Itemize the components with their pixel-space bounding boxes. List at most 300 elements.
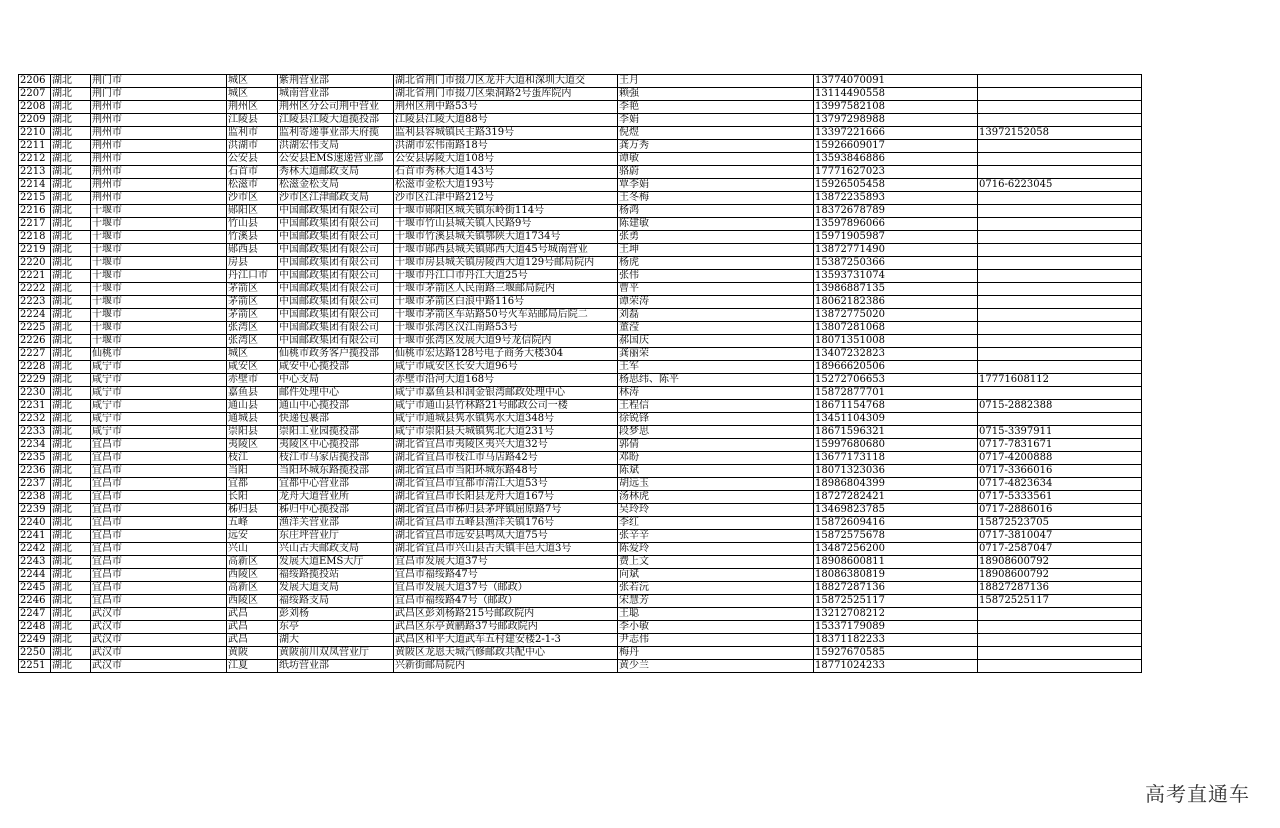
cell-city: 十堰市 <box>91 231 227 244</box>
cell-city: 武汉市 <box>91 621 227 634</box>
cell-city: 宜昌市 <box>91 556 227 569</box>
cell-row-index: 2233 <box>19 426 51 439</box>
table-row <box>19 556 1142 569</box>
cell-city: 武汉市 <box>91 608 227 621</box>
cell-city: 咸宁市 <box>91 387 227 400</box>
cell-address: 湖北省荆门市掇刀区龙井大道和深圳大道交 <box>394 75 618 88</box>
cell-contact-name: 黄少兰 <box>618 660 814 673</box>
table-row <box>19 231 1142 244</box>
cell-alt-phone <box>978 387 1142 400</box>
cell-branch-name: 中国邮政集团有限公司 <box>278 205 394 218</box>
cell-alt-phone: 0715-2882388 <box>978 400 1142 413</box>
table-row <box>19 192 1142 205</box>
cell-address: 湖北省宜昌市长阳县龙舟大道167号 <box>394 491 618 504</box>
cell-address: 武昌区东亭黄鹂路37号邮政院内 <box>394 621 618 634</box>
cell-city: 宜昌市 <box>91 582 227 595</box>
cell-alt-phone <box>978 244 1142 257</box>
table-row <box>19 244 1142 257</box>
cell-phone: 13872775020 <box>814 309 978 322</box>
cell-phone: 18671154768 <box>814 400 978 413</box>
cell-city: 十堰市 <box>91 205 227 218</box>
cell-district: 兴山 <box>227 543 278 556</box>
cell-city: 十堰市 <box>91 218 227 231</box>
cell-contact-name: 李小敏 <box>618 621 814 634</box>
cell-contact-name: 杨思纬、陈平 <box>618 374 814 387</box>
cell-province: 湖北 <box>51 556 91 569</box>
cell-phone: 15387250366 <box>814 257 978 270</box>
cell-district: 武昌 <box>227 621 278 634</box>
table-row <box>19 205 1142 218</box>
cell-branch-name: 东庄坪营业厅 <box>278 530 394 543</box>
cell-contact-name: 段梦思 <box>618 426 814 439</box>
table-row <box>19 257 1142 270</box>
cell-row-index: 2248 <box>19 621 51 634</box>
cell-district: 张湾区 <box>227 322 278 335</box>
cell-branch-name: 湖大 <box>278 634 394 647</box>
cell-phone: 15997680680 <box>814 439 978 452</box>
cell-address: 十堰市郧阳区城关镇东岭街114号 <box>394 205 618 218</box>
cell-district: 荆州区 <box>227 101 278 114</box>
cell-address: 江陵县江陵大道88号 <box>394 114 618 127</box>
cell-address: 沙市区江津中路212号 <box>394 192 618 205</box>
cell-city: 武汉市 <box>91 647 227 660</box>
cell-contact-name: 张若沅 <box>618 582 814 595</box>
cell-district: 茅箭区 <box>227 296 278 309</box>
cell-city: 荆州市 <box>91 114 227 127</box>
cell-row-index: 2207 <box>19 88 51 101</box>
table-row <box>19 166 1142 179</box>
cell-province: 湖北 <box>51 166 91 179</box>
cell-alt-phone: 0717-2886016 <box>978 504 1142 517</box>
table-row <box>19 478 1142 491</box>
cell-branch-name: 中国邮政集团有限公司 <box>278 257 394 270</box>
cell-phone: 13397221666 <box>814 127 978 140</box>
cell-branch-name: 当阳环城东路揽投部 <box>278 465 394 478</box>
cell-branch-name: 宜都中心营业部 <box>278 478 394 491</box>
table-row <box>19 465 1142 478</box>
cell-alt-phone <box>978 361 1142 374</box>
cell-branch-name: 秭归中心揽投部 <box>278 504 394 517</box>
cell-address: 兴新街邮局院内 <box>394 660 618 673</box>
cell-province: 湖北 <box>51 361 91 374</box>
cell-branch-name: 紫荆营业部 <box>278 75 394 88</box>
cell-phone: 17771627023 <box>814 166 978 179</box>
cell-city: 十堰市 <box>91 257 227 270</box>
cell-province: 湖北 <box>51 478 91 491</box>
cell-phone: 18062182386 <box>814 296 978 309</box>
cell-address: 咸宁市崇阳县天城镇隽北大道231号 <box>394 426 618 439</box>
cell-alt-phone <box>978 296 1142 309</box>
cell-phone: 13997582108 <box>814 101 978 114</box>
cell-province: 湖北 <box>51 88 91 101</box>
cell-province: 湖北 <box>51 647 91 660</box>
cell-contact-name: 王程信 <box>618 400 814 413</box>
table-row <box>19 322 1142 335</box>
cell-city: 宜昌市 <box>91 439 227 452</box>
cell-province: 湖北 <box>51 426 91 439</box>
cell-province: 湖北 <box>51 582 91 595</box>
table-row <box>19 114 1142 127</box>
cell-contact-name: 张辛辛 <box>618 530 814 543</box>
table-row <box>19 127 1142 140</box>
cell-row-index: 2206 <box>19 75 51 88</box>
cell-alt-phone <box>978 140 1142 153</box>
cell-phone: 13469823785 <box>814 504 978 517</box>
cell-city: 咸宁市 <box>91 426 227 439</box>
cell-address: 湖北省宜昌市夷陵区夷兴大道32号 <box>394 439 618 452</box>
cell-district: 崇阳县 <box>227 426 278 439</box>
cell-phone: 15872575678 <box>814 530 978 543</box>
cell-city: 宜昌市 <box>91 569 227 582</box>
cell-contact-name: 王军 <box>618 361 814 374</box>
cell-row-index: 2208 <box>19 101 51 114</box>
cell-contact-name: 王冬梅 <box>618 192 814 205</box>
cell-contact-name: 杨鸿 <box>618 205 814 218</box>
cell-row-index: 2237 <box>19 478 51 491</box>
cell-branch-name: 沙市区江津邮政支局 <box>278 192 394 205</box>
cell-alt-phone: 0717-3810047 <box>978 530 1142 543</box>
cell-address: 十堰市张湾区汉江南路53号 <box>394 322 618 335</box>
cell-contact-name: 谭敏 <box>618 153 814 166</box>
cell-province: 湖北 <box>51 257 91 270</box>
cell-row-index: 2217 <box>19 218 51 231</box>
cell-contact-name: 覃李娟 <box>618 179 814 192</box>
cell-phone: 18908600811 <box>814 556 978 569</box>
cell-alt-phone: 0717-3366016 <box>978 465 1142 478</box>
cell-phone: 18372678789 <box>814 205 978 218</box>
cell-row-index: 2235 <box>19 452 51 465</box>
table-row <box>19 335 1142 348</box>
cell-branch-name: 江陵县江陵大道揽投部 <box>278 114 394 127</box>
cell-province: 湖北 <box>51 543 91 556</box>
cell-phone: 18086380819 <box>814 569 978 582</box>
data-table <box>18 74 1142 673</box>
cell-city: 十堰市 <box>91 335 227 348</box>
cell-address: 宜昌市发展大道37号 <box>394 556 618 569</box>
table-row <box>19 530 1142 543</box>
cell-row-index: 2225 <box>19 322 51 335</box>
cell-phone: 15872877701 <box>814 387 978 400</box>
cell-district: 张湾区 <box>227 335 278 348</box>
cell-alt-phone <box>978 647 1142 660</box>
cell-row-index: 2243 <box>19 556 51 569</box>
cell-district: 秭归县 <box>227 504 278 517</box>
cell-province: 湖北 <box>51 374 91 387</box>
cell-contact-name: 张伟 <box>618 270 814 283</box>
cell-district: 武昌 <box>227 634 278 647</box>
cell-phone: 18671596321 <box>814 426 978 439</box>
cell-alt-phone: 17771608112 <box>978 374 1142 387</box>
cell-phone: 13407232823 <box>814 348 978 361</box>
cell-province: 湖北 <box>51 205 91 218</box>
cell-phone: 13487256200 <box>814 543 978 556</box>
cell-district: 茅箭区 <box>227 309 278 322</box>
cell-contact-name: 张勇 <box>618 231 814 244</box>
cell-province: 湖北 <box>51 114 91 127</box>
cell-province: 湖北 <box>51 595 91 608</box>
table-row <box>19 595 1142 608</box>
cell-city: 荆州市 <box>91 166 227 179</box>
cell-city: 宜昌市 <box>91 504 227 517</box>
cell-district: 远安 <box>227 530 278 543</box>
cell-row-index: 2250 <box>19 647 51 660</box>
table-row <box>19 309 1142 322</box>
cell-district: 江陵县 <box>227 114 278 127</box>
cell-city: 荆州市 <box>91 101 227 114</box>
cell-district: 松滋市 <box>227 179 278 192</box>
cell-province: 湖北 <box>51 244 91 257</box>
cell-branch-name: 松滋金松支局 <box>278 179 394 192</box>
cell-address: 宜昌市福绥路47号 <box>394 569 618 582</box>
cell-alt-phone: 15872525117 <box>978 595 1142 608</box>
cell-district: 当阳 <box>227 465 278 478</box>
cell-address: 湖北省宜昌市当阳环城东路48号 <box>394 465 618 478</box>
cell-contact-name: 宋慧芳 <box>618 595 814 608</box>
cell-branch-name: 荆州区分公司荆中营业 <box>278 101 394 114</box>
cell-phone: 13593846886 <box>814 153 978 166</box>
cell-province: 湖北 <box>51 283 91 296</box>
cell-address: 湖北省荆门市掇刀区栗洞路2号蛋库院内 <box>394 88 618 101</box>
table-row <box>19 426 1142 439</box>
table-row <box>19 387 1142 400</box>
cell-branch-name: 纸坊营业部 <box>278 660 394 673</box>
cell-address: 十堰市茅箭区人民南路三堰邮局院内 <box>394 283 618 296</box>
cell-contact-name: 李娟 <box>618 114 814 127</box>
cell-phone: 15872609416 <box>814 517 978 530</box>
cell-province: 湖北 <box>51 75 91 88</box>
cell-row-index: 2232 <box>19 413 51 426</box>
cell-province: 湖北 <box>51 387 91 400</box>
cell-row-index: 2220 <box>19 257 51 270</box>
cell-row-index: 2231 <box>19 400 51 413</box>
cell-phone: 13774070091 <box>814 75 978 88</box>
cell-district: 城区 <box>227 75 278 88</box>
cell-city: 咸宁市 <box>91 400 227 413</box>
cell-alt-phone <box>978 218 1142 231</box>
cell-province: 湖北 <box>51 270 91 283</box>
cell-district: 郧西县 <box>227 244 278 257</box>
cell-row-index: 2245 <box>19 582 51 595</box>
cell-city: 宜昌市 <box>91 478 227 491</box>
cell-phone: 15927670585 <box>814 647 978 660</box>
cell-branch-name: 中国邮政集团有限公司 <box>278 231 394 244</box>
cell-district: 洪湖市 <box>227 140 278 153</box>
cell-province: 湖北 <box>51 127 91 140</box>
cell-contact-name: 吴玲玲 <box>618 504 814 517</box>
cell-district: 郧阳区 <box>227 205 278 218</box>
cell-phone: 13677173118 <box>814 452 978 465</box>
cell-province: 湖北 <box>51 322 91 335</box>
cell-address: 洪湖市宏伟南路18号 <box>394 140 618 153</box>
cell-phone: 13797298988 <box>814 114 978 127</box>
cell-alt-phone: 18827287136 <box>978 582 1142 595</box>
cell-city: 荆州市 <box>91 153 227 166</box>
cell-contact-name: 陈爱玲 <box>618 543 814 556</box>
cell-branch-name: 发展大道EMS大厅 <box>278 556 394 569</box>
cell-branch-name: 福绥路揽投站 <box>278 569 394 582</box>
cell-phone: 18071351008 <box>814 335 978 348</box>
cell-branch-name: 中心支局 <box>278 374 394 387</box>
cell-alt-phone <box>978 166 1142 179</box>
cell-alt-phone <box>978 608 1142 621</box>
cell-contact-name: 倪煜 <box>618 127 814 140</box>
cell-district: 武昌 <box>227 608 278 621</box>
cell-address: 湖北省宜昌市五峰县渔洋关镇176号 <box>394 517 618 530</box>
cell-district: 黄陂 <box>227 647 278 660</box>
cell-district: 通城县 <box>227 413 278 426</box>
cell-phone: 13872771490 <box>814 244 978 257</box>
cell-branch-name: 龙舟大道营业所 <box>278 491 394 504</box>
cell-branch-name: 邮件处理中心 <box>278 387 394 400</box>
cell-contact-name: 郝国庆 <box>618 335 814 348</box>
cell-alt-phone: 13972152058 <box>978 127 1142 140</box>
cell-branch-name: 中国邮政集团有限公司 <box>278 283 394 296</box>
cell-city: 咸宁市 <box>91 413 227 426</box>
cell-phone: 15272706653 <box>814 374 978 387</box>
cell-row-index: 2215 <box>19 192 51 205</box>
cell-row-index: 2214 <box>19 179 51 192</box>
table-row <box>19 413 1142 426</box>
cell-branch-name: 秀林大道邮政支局 <box>278 166 394 179</box>
cell-city: 宜昌市 <box>91 543 227 556</box>
cell-address: 十堰市竹山县城关镇人民路9号 <box>394 218 618 231</box>
cell-district: 通山县 <box>227 400 278 413</box>
cell-district: 房县 <box>227 257 278 270</box>
cell-row-index: 2249 <box>19 634 51 647</box>
cell-province: 湖北 <box>51 400 91 413</box>
cell-address: 十堰市房县城关镇房陵西大道129号邮局院内 <box>394 257 618 270</box>
watermark-text: 高考直通车 <box>1145 782 1250 806</box>
cell-address: 湖北省宜昌市远安县鸣凤大道75号 <box>394 530 618 543</box>
cell-province: 湖北 <box>51 452 91 465</box>
cell-alt-phone <box>978 621 1142 634</box>
cell-branch-name: 中国邮政集团有限公司 <box>278 296 394 309</box>
cell-alt-phone: 0717-2587047 <box>978 543 1142 556</box>
cell-alt-phone <box>978 634 1142 647</box>
cell-district: 宜都 <box>227 478 278 491</box>
cell-address: 宜昌市发展大道37号（邮政） <box>394 582 618 595</box>
table-row <box>19 75 1142 88</box>
cell-branch-name: 夷陵区中心揽投部 <box>278 439 394 452</box>
cell-row-index: 2222 <box>19 283 51 296</box>
cell-row-index: 2213 <box>19 166 51 179</box>
cell-province: 湖北 <box>51 608 91 621</box>
cell-contact-name: 尹志伟 <box>618 634 814 647</box>
cell-city: 荆州市 <box>91 179 227 192</box>
cell-contact-name: 陈斌 <box>618 465 814 478</box>
cell-row-index: 2216 <box>19 205 51 218</box>
cell-contact-name: 王聪 <box>618 608 814 621</box>
table-row <box>19 179 1142 192</box>
cell-alt-phone <box>978 114 1142 127</box>
cell-row-index: 2234 <box>19 439 51 452</box>
cell-address: 咸宁市咸安区长安大道96号 <box>394 361 618 374</box>
cell-branch-name: 崇阳工业园揽投部 <box>278 426 394 439</box>
cell-branch-name: 枝江市马家店揽投部 <box>278 452 394 465</box>
cell-province: 湖北 <box>51 413 91 426</box>
cell-phone: 13986887135 <box>814 283 978 296</box>
cell-branch-name: 中国邮政集团有限公司 <box>278 244 394 257</box>
cell-contact-name: 王坤 <box>618 244 814 257</box>
cell-province: 湖北 <box>51 335 91 348</box>
cell-row-index: 2218 <box>19 231 51 244</box>
cell-address: 咸宁市通山县竹林路21号邮政公司一楼 <box>394 400 618 413</box>
cell-province: 湖北 <box>51 504 91 517</box>
cell-address: 赤壁市沿河大道168号 <box>394 374 618 387</box>
cell-alt-phone <box>978 283 1142 296</box>
cell-alt-phone: 18908600792 <box>978 569 1142 582</box>
table-row <box>19 153 1142 166</box>
cell-row-index: 2241 <box>19 530 51 543</box>
cell-province: 湖北 <box>51 348 91 361</box>
cell-alt-phone <box>978 270 1142 283</box>
cell-contact-name: 李红 <box>618 517 814 530</box>
cell-row-index: 2226 <box>19 335 51 348</box>
cell-row-index: 2229 <box>19 374 51 387</box>
table-row <box>19 582 1142 595</box>
cell-address: 十堰市张湾区发展大道9号龙信院内 <box>394 335 618 348</box>
cell-city: 十堰市 <box>91 309 227 322</box>
cell-province: 湖北 <box>51 140 91 153</box>
cell-branch-name: 福绥路支局 <box>278 595 394 608</box>
cell-branch-name: 洪湖宏伟支局 <box>278 140 394 153</box>
cell-alt-phone <box>978 205 1142 218</box>
cell-address: 咸宁市通城县隽水镇隽水大道348号 <box>394 413 618 426</box>
cell-city: 荆州市 <box>91 140 227 153</box>
table-row <box>19 140 1142 153</box>
table-row <box>19 348 1142 361</box>
cell-address: 荆州区荆中路53号 <box>394 101 618 114</box>
table-row <box>19 374 1142 387</box>
cell-branch-name: 城南营业部 <box>278 88 394 101</box>
cell-row-index: 2230 <box>19 387 51 400</box>
cell-contact-name: 林涛 <box>618 387 814 400</box>
cell-contact-name: 梅丹 <box>618 647 814 660</box>
table-row <box>19 88 1142 101</box>
cell-contact-name: 骆蔚 <box>618 166 814 179</box>
table-row <box>19 647 1142 660</box>
cell-row-index: 2239 <box>19 504 51 517</box>
cell-branch-name: 中国邮政集团有限公司 <box>278 322 394 335</box>
cell-branch-name: 发展大道支局 <box>278 582 394 595</box>
cell-branch-name: 通山中心揽投部 <box>278 400 394 413</box>
cell-row-index: 2219 <box>19 244 51 257</box>
cell-row-index: 2210 <box>19 127 51 140</box>
cell-district: 嘉鱼县 <box>227 387 278 400</box>
cell-contact-name: 赖强 <box>618 88 814 101</box>
cell-phone: 18371182233 <box>814 634 978 647</box>
cell-row-index: 2223 <box>19 296 51 309</box>
cell-province: 湖北 <box>51 621 91 634</box>
cell-city: 荆门市 <box>91 88 227 101</box>
cell-district: 西陵区 <box>227 569 278 582</box>
cell-province: 湖北 <box>51 465 91 478</box>
cell-row-index: 2227 <box>19 348 51 361</box>
cell-row-index: 2221 <box>19 270 51 283</box>
cell-alt-phone: 0717-7831671 <box>978 439 1142 452</box>
table-row <box>19 439 1142 452</box>
cell-branch-name: 兴山古夫邮政支局 <box>278 543 394 556</box>
cell-district: 高新区 <box>227 582 278 595</box>
cell-phone: 15926505458 <box>814 179 978 192</box>
cell-branch-name: 监利寄递事业部天府揽 <box>278 127 394 140</box>
table-row <box>19 569 1142 582</box>
cell-province: 湖北 <box>51 517 91 530</box>
cell-district: 沙市区 <box>227 192 278 205</box>
table-row <box>19 361 1142 374</box>
table-row <box>19 400 1142 413</box>
cell-district: 西陵区 <box>227 595 278 608</box>
